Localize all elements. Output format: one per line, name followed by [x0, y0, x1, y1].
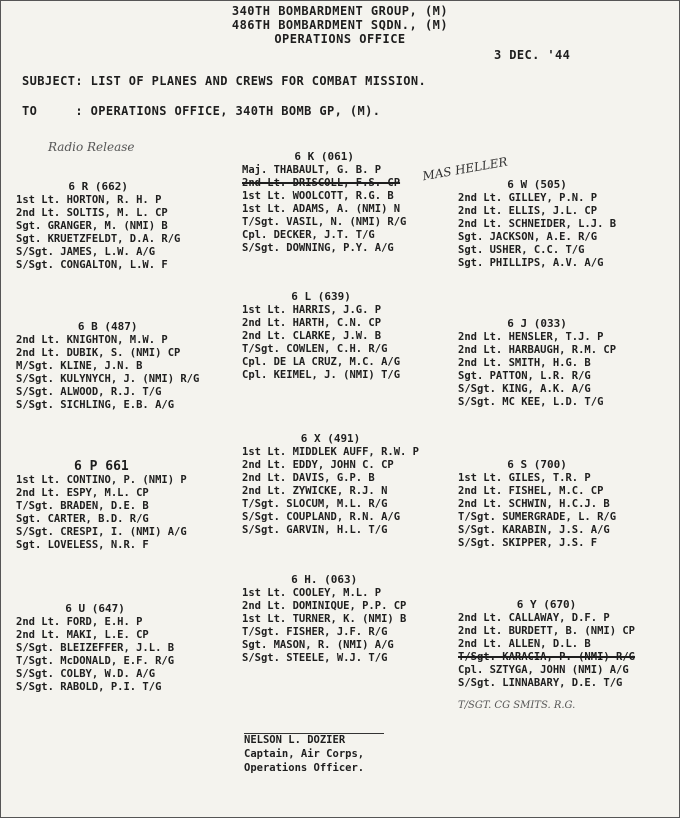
- crew-member: S/Sgt. MC KEE, L.D. T/G: [458, 396, 604, 408]
- crew-member: S/Sgt. LINNABARY, D.E. T/G: [458, 677, 623, 689]
- crew-member: 2nd Lt. ELLIS, J.L. CP: [458, 205, 598, 217]
- crew-member: Sgt. KRUETZFELDT, D.A. R/G: [16, 233, 181, 245]
- crew-member: S/Sgt. KULYNYCH, J. (NMI) R/G: [16, 373, 200, 385]
- crew-member: M/Sgt. KLINE, J.N. B: [16, 360, 143, 372]
- header-office: OPERATIONS OFFICE: [274, 32, 406, 46]
- crew-member: 2nd Lt. DUBIK, S. (NMI) CP: [16, 347, 181, 359]
- crew-block: [242, 290, 400, 382]
- crew-member: 1st Lt. WOOLCOTT, R.G. B: [242, 190, 394, 202]
- crew-member: S/Sgt. RABOLD, P.I. T/G: [16, 681, 162, 693]
- crew-member: 2nd Lt. HARTH, C.N. CP: [242, 317, 382, 329]
- crew-member: Sgt. GRANGER, M. (NMI) B: [16, 220, 168, 232]
- crew-member: Cpl. DECKER, J.T. T/G: [242, 229, 375, 241]
- crew-member: S/Sgt. STEELE, W.J. T/G: [242, 652, 388, 664]
- crew-member: 1st Lt. GILES, T.R. P: [458, 472, 591, 484]
- crew-member: S/Sgt. BLEIZEFFER, J.L. B: [16, 642, 175, 654]
- crew-block: [16, 602, 174, 694]
- crew-member: T/Sgt. FISHER, J.F. R/G: [242, 626, 388, 638]
- crew-member: 1st Lt. MIDDLEK AUFF, R.W. P: [242, 446, 420, 458]
- crew-title: 6 K (061): [294, 150, 354, 163]
- crew-member: 2nd Lt. SCHWIN, H.C.J. B: [458, 498, 610, 510]
- crew-title: 6 Y (670): [516, 598, 577, 611]
- crew-member: 2nd Lt. SMITH, H.G. B: [458, 357, 591, 369]
- crew-member: Cpl. DE LA CRUZ, M.C. A/G: [242, 356, 401, 368]
- crew-member: 2nd Lt. KNIGHTON, M.W. P: [16, 334, 168, 346]
- crew-member: 2nd Lt. HARBAUGH, R.M. CP: [458, 344, 617, 356]
- crew-block: [458, 598, 635, 690]
- crew-member: Sgt. LOVELESS, N.R. F: [16, 539, 149, 551]
- crew-title: 6 S (700): [507, 458, 567, 471]
- signature-block: [244, 733, 364, 775]
- crew-member: Sgt. PATTON, L.R. R/G: [458, 370, 591, 382]
- crew-member: 1st Lt. ADAMS, A. (NMI) N: [242, 203, 401, 215]
- crew-member: Cpl. SZTYGA, JOHN (NMI) A/G: [458, 664, 629, 676]
- crew-member: 2nd Lt. EDDY, JOHN C. CP: [242, 459, 394, 471]
- crew-member: S/Sgt. SICHLING, E.B. A/G: [16, 399, 175, 411]
- crew-member: 2nd Lt. ALLEN, D.L. B: [458, 638, 591, 650]
- header-group: 340TH BOMBARDMENT GROUP, (M): [231, 4, 449, 18]
- crew-block: [458, 178, 616, 270]
- crew-block: [242, 150, 406, 255]
- crew-member: 2nd Lt. FISHEL, M.C. CP: [458, 485, 604, 497]
- crew-member: T/Sgt. SLOCUM, M.L. R/G: [242, 498, 388, 510]
- signature-role: Operations Officer.: [244, 762, 365, 774]
- crew-member: 1st Lt. TURNER, K. (NMI) B: [242, 613, 407, 625]
- crew-member: S/Sgt. CONGALTON, L.W. F: [16, 259, 168, 271]
- crew-member: 2nd Lt. SOLTIS, M. L. CP: [16, 207, 168, 219]
- crew-member: 2nd Lt. FORD, E.H. P: [16, 616, 143, 628]
- crew-block: [242, 432, 419, 537]
- crew-title: 6 B (487): [77, 320, 138, 333]
- handwritten-name-note: MAS HELLER: [421, 154, 509, 184]
- crew-member: S/Sgt. ALWOOD, R.J. T/G: [16, 386, 162, 398]
- crew-title: 6 L (639): [291, 290, 351, 303]
- crew-member: T/Sgt. McDONALD, E.F. R/G: [16, 655, 175, 667]
- crew-member: T/Sgt. COWLEN, C.H. R/G: [242, 343, 388, 355]
- crew-member-struck: 2nd Lt. DRISCOLL, F.S. CP: [242, 177, 401, 189]
- crew-member: 2nd Lt. CLARKE, J.W. B: [242, 330, 382, 342]
- subject-line: SUBJECT: LIST OF PLANES AND CREWS FOR COMBAT MISSION.: [22, 74, 427, 88]
- crew-member: 2nd Lt. ESPY, M.L. CP: [16, 487, 149, 499]
- crew-member: Cpl. KEIMEL, J. (NMI) T/G: [242, 369, 401, 381]
- crew-member: 2nd Lt. BURDETT, B. (NMI) CP: [458, 625, 636, 637]
- crew-member: 2nd Lt. HENSLER, T.J. P: [458, 331, 604, 343]
- crew-member: Maj. THABAULT, G. B. P: [242, 164, 382, 176]
- crew-member: 1st Lt. HORTON, R. H. P: [16, 194, 162, 206]
- document-date: 3 DEC. '44: [494, 48, 571, 62]
- crew-block: [458, 458, 616, 550]
- crew-member: 2nd Lt. GILLEY, P.N. P: [458, 192, 598, 204]
- crew-member: Sgt. MASON, R. (NMI) A/G: [242, 639, 394, 651]
- crew-member: S/Sgt. GARVIN, H.L. T/G: [242, 524, 388, 536]
- crew-title: 6 R (662): [68, 180, 128, 193]
- crew-member: T/Sgt. VASIL, N. (NMI) R/G: [242, 216, 407, 228]
- to-line: TO : OPERATIONS OFFICE, 340TH BOMB GP, (M).: [22, 104, 381, 118]
- crew-member: S/Sgt. JAMES, L.W. A/G: [16, 246, 156, 258]
- crew-title: 6 U (647): [65, 602, 125, 615]
- crew-member: S/Sgt. CRESPI, I. (NMI) A/G: [16, 526, 187, 538]
- crew-block: [16, 460, 187, 552]
- handwritten-replacement-note: T/SGT. CG SMITS. R.G.: [458, 700, 576, 711]
- crew-member: 2nd Lt. ZYWICKE, R.J. N: [242, 485, 388, 497]
- crew-member: 2nd Lt. DAVIS, G.P. B: [242, 472, 375, 484]
- crew-member: T/Sgt. BRADEN, D.E. B: [16, 500, 149, 512]
- radio-release-note: Radio Release: [48, 140, 135, 154]
- crew-block: [16, 320, 199, 412]
- crew-title: 6 H. (063): [291, 573, 358, 586]
- crew-member: 1st Lt. CONTINO, P. (NMI) P: [16, 474, 187, 486]
- crew-member: 2nd Lt. DOMINIQUE, P.P. CP: [242, 600, 407, 612]
- crew-block: [16, 180, 180, 272]
- crew-member: T/Sgt. SUMERGRADE, L. R/G: [458, 511, 617, 523]
- crew-member: S/Sgt. COLBY, W.D. A/G: [16, 668, 156, 680]
- crew-member: 1st Lt. HARRIS, J.G. P: [242, 304, 382, 316]
- crew-title: 6 P 661: [73, 459, 129, 474]
- crew-member: S/Sgt. KARABIN, J.S. A/G: [458, 524, 610, 536]
- crew-member: Sgt. JACKSON, A.E. R/G: [458, 231, 598, 243]
- crew-member-struck: T/Sgt. KARACIA, P. (NMI) R/G: [458, 651, 636, 663]
- crew-block: [458, 317, 616, 409]
- crew-title: 6 W (505): [507, 178, 567, 191]
- crew-member: Sgt. CARTER, B.D. R/G: [16, 513, 149, 525]
- crew-member: 2nd Lt. MAKI, L.E. CP: [16, 629, 149, 641]
- signature-rank: Captain, Air Corps,: [244, 748, 365, 760]
- crew-member: Sgt. PHILLIPS, A.V. A/G: [458, 257, 604, 269]
- crew-block: [242, 573, 406, 665]
- crew-member: S/Sgt. DOWNING, P.Y. A/G: [242, 242, 394, 254]
- header-squadron: 486TH BOMBARDMENT SQDN., (M): [231, 18, 449, 32]
- signature-name: NELSON L. DOZIER: [244, 734, 346, 746]
- crew-member: S/Sgt. KING, A.K. A/G: [458, 383, 591, 395]
- crew-member: 1st Lt. COOLEY, M.L. P: [242, 587, 382, 599]
- crew-member: Sgt. USHER, C.C. T/G: [458, 244, 585, 256]
- crew-title: 6 J (033): [507, 317, 567, 330]
- crew-member: 2nd Lt. SCHNEIDER, L.J. B: [458, 218, 617, 230]
- crew-title: 6 X (491): [300, 432, 361, 445]
- crew-member: 2nd Lt. CALLAWAY, D.F. P: [458, 612, 610, 624]
- crew-member: S/Sgt. SKIPPER, J.S. F: [458, 537, 598, 549]
- crew-member: S/Sgt. COUPLAND, R.N. A/G: [242, 511, 401, 523]
